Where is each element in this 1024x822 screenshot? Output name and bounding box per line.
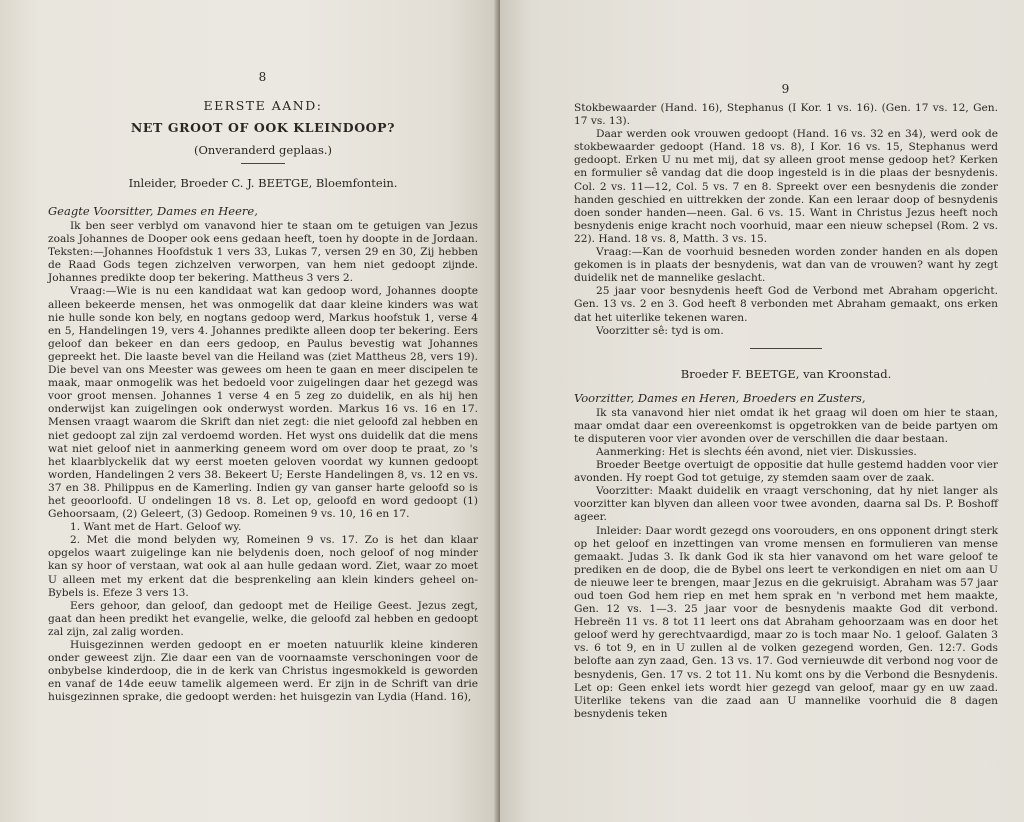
paragraph: Eers gehoor, dan geloof, dan gedoopt met de Heilige Geest. Jezus zegt, gaat dan heen predikt het evangelie, welke, die geloofd zal hebben en gedoopt zal zijn, zal zalig worden. (48, 599, 478, 638)
subtitle: (Onveranderd geplaas.) (193, 143, 333, 157)
paragraph: Huisgezinnen werden gedoopt en er moeten natuurlik kleine kinderen onder geweest zijn. Zie daar een van de voornaamste verschoningen voor de onbybelse kinderdoop, die in de kerk van Christus ingesmokkeld is geworden en vanaf de 14de eeuw tamelik algemeen werd. Er zijn in de Schrift van drie huisgezinnen sprake, die gedoopt werden: het huisgezin van Lydia (Hand. 16), (48, 639, 478, 704)
page-number: 9 (781, 82, 791, 96)
right-page (500, 0, 1024, 822)
body-text (574, 407, 998, 721)
paragraph: Inleider: Daar wordt gezegd ons voorouders, en ons opponent dringt sterk op het geloof en inzettingen van vrome mensen en formulieren van mense gemaakt. Judas 3. Ik dank God ik sta hier vanavond om het ware geloof te prediken en de doop, die de Bybel ons leert te verkondigen en niet om aan U de nieuwe leer te brengen, maar Jezus en die gekruisigt. Abraham was 57 jaar oud toen God hem riep en met hem sprak en 'n verbond met hem maakte, Gen. 12 vs. 1—3. 25 jaar voor de besnydenis maakte God dit verbond. Hebreën 11 vs. 8 tot 11 leert ons dat Abraham gehoorzaam was en door het geloof werd hy gerechtvaardigd, maar zo is toch maar No. 1 geloof. Galaten 3 vs. 6 tot 9, en in U zullen al de volken gezegend worden, Gen. 12:7. Gods belofte aan zyn zaad, Gen. 13 vs. 17. God vernieuwde dit verbond nog voor de besnydenis, Gen. 17 vs. 2 tot 11. Nu komt ons by die Verbond die Besnydenis. Let op: Geen enkel iets wordt hier gezegd van geloof, maar gy en uw zaad. Uiterlike tekens van die zaad aan U mannelike voorhuid die 8 dagen besnydenis teken (574, 524, 998, 720)
paragraph: Ik ben seer verblyd om vanavond hier te staan om te getuigen van Jezus zoals Johannes de Dooper ook eens gedaan heeft, toen hy doopte in de Jordaan. Teksten:—Johannes Hoofdstuk 1 vers 33, Lukas 7, versen 29 en 30, Zij hebben de Raad Gods tegen zichzelven verworpen, van hem niet gedoopt zijnde. Johannes predikte doop ter bekering. Mattheus 3 vers 2. (48, 220, 478, 285)
paragraph: Voorzitter: Maakt duidelik en vraagt verschoning, dat hy niet langer als voorzitter kan blyven dan alleen voor twee avonden, daarna sal Ds. P. Boshoff ageer. (574, 485, 998, 524)
paragraph: Vraag:—Wie is nu een kandidaat wat kan gedoop word, Johannes doopte alleen bekeerde mensen, het was onmogelik dat daar kleine kinders was wat nie hulle sonde kon bely, en nogtans gedoop werd, Markus hoofstuk 1, verse 4 en 5, Handelingen 19, vers 4. Johannes predikte alleen doop ter bekering. Eers geloof dan bekeer en dan eers gedoop, en Paulus bevestig wat Johannes gepreekt het. Die laaste bevel van die Heiland was (ziet Mattheus 28, vers 19). Die bevel van ons Meester was gewees om heen te gaan en meer discipelen te maak, maar onmogelik was het bedoeld voor zuigelingen daar het gezegd was voor groot mensen. Johannes 1 verse 4 en 5 zeg zo duidelik, en als hij hen onderwijst kan zuigelingen ook onderwyst worden. Markus 16 vs. 16 en 17. Mensen vraagt waarom die Skrift dan niet zegt: die niet geloofd zal hebben en niet gedoopt zal zijn zal verdoemd worden. Het wyst ons duidelik dat die mens wat niet geloof niet in aanmerking geneem word om over doop te praat, zo 's het klaarblyckelik dat wy eerst moeten geloven voordat wy kunnen gedoopt worden, Handelingen 2 vers 38. Bekeert U; Eerste Handelingen 8, vs. 12 en vs. 37 en 38. Philippus en de Kamerling. Indien gy van ganser harte geloofd so is het geoorloofd. U ondelingen 18 vs. 8. Let op, geloofd en word gedoopt (1) Gehoorsaam, (2) Geleert, (3) Gedoop. Romeinen 9 vs. 10, 16 en 17. (48, 285, 478, 521)
paragraph: Daar werden ook vrouwen gedoopt (Hand. 16 vs. 32 en 34), werd ook de stokbewaarder gedoopt (Hand. 18 vs. 8), I Kor. 16 vs. 15, Stephanus werd gedoopt. Erken U nu met mij, dat sy alleen groot mense gedoop het? Kerken en formulier sê vandag dat die doop ingesteld is in die plaas der besnydenis. Col. 2 vs. 11—12, Col. 5 vs. 7 en 8. Spreekt over een besnydenis die zonder handen geschied en uittrekken der zonde. Kan een leraar doop of besnydenis doen sonder handen—neen. Gal. 6 vs. 15. Want in Christus Jezus heeft noch besnydenis enige kracht noch voorhuid, maar een nieuw schepsel (Rom. 2 vs. 22). Hand. 18 vs. 8, Matth. 3 vs. 15. (574, 128, 998, 245)
paragraph: Ik sta vanavond hier niet omdat ik het graag wil doen om hier te staan, maar omdat daar een overeenkomst is opgetrokken van de beide partyen om te disputeren voor vier avonden over de verschillen die daar bestaan. (574, 406, 998, 445)
paragraph: Broeder Beetge overtuigt de oppositie dat hulle gestemd hadden voor vier avonden. Hy roept God tot getuige, zy stemden saam over de zaak. (574, 459, 998, 485)
divider (750, 348, 822, 349)
paragraph: 2. Met die mond belyden wy, Romeinen 9 vs. 17. Zo is het dan klaar opgelos waart zuigelinge kan nie belydenis doen, noch geloof of nog minder kan sy hoor of verstaan, wat ook al aan hulle gedaan word. Ziet, waar zo moet U alleen met my erkent dat die besprenkeling aan klein kinders geheel on-Bybels is. Efeze 3 vers 13. (48, 534, 478, 599)
salutation: Geagte Voorsitter, Dames en Heere, (48, 204, 258, 218)
section-heading: EERSTE AAND: (203, 98, 323, 113)
speaker-line: Broeder F. BEETGE, van Kroonstad. (680, 366, 892, 381)
body-text (48, 220, 478, 704)
paragraph: Voorzitter sê: tyd is om. (596, 324, 724, 337)
body-text (574, 102, 998, 338)
paragraph: Aanmerking: Het is slechts één avond, niet vier. Diskussies. (596, 445, 917, 458)
divider (241, 163, 285, 164)
paragraph: 25 jaar voor besnydenis heeft God de Verbond met Abraham opgericht. Gen. 13 vs. 2 en 3. God heeft 8 verbonden met Abraham gemaakt, ons erken dat het uiterlike tekenen waren. (574, 285, 998, 324)
page-number: 8 (258, 70, 268, 84)
paragraph: 1. Want met de Hart. Geloof wy. (70, 521, 242, 534)
page-title: NET GROOT OF OOK KLEINDOOP? (130, 120, 396, 135)
left-page (0, 0, 498, 822)
paragraph: Stokbewaarder (Hand. 16), Stephanus (I Kor. 1 vs. 16). (Gen. 17 vs. 12, Gen. 17 vs. 13). (574, 102, 998, 128)
salutation: Voorzitter, Dames en Heren, Broeders en Zusters, (574, 390, 866, 405)
paragraph: Vraag:—Kan de voorhuid besneden worden zonder handen en als dopen gekomen is in plaats der besnydenis, wat dan van de vrouwen? want hy zegt duidelik net de mannelike geslacht. (574, 246, 998, 285)
speaker-line: Inleider, Broeder C. J. BEETGE, Bloemfontein. (128, 176, 398, 190)
